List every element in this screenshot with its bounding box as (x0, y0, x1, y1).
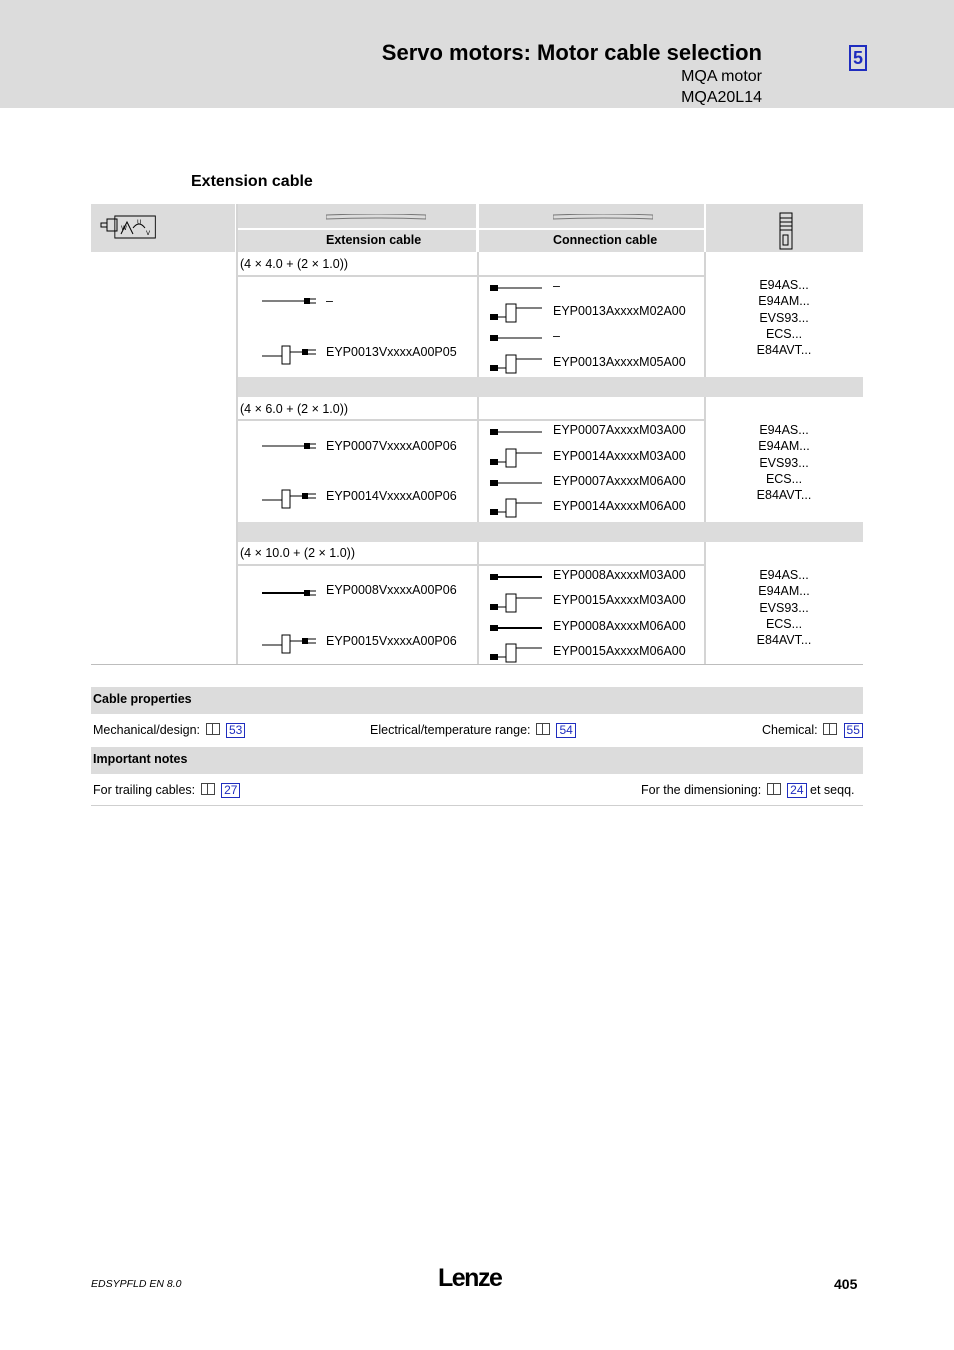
cable-properties-header (91, 687, 863, 714)
conn-code-3a: EYP0008AxxxxM03A00 (553, 568, 686, 582)
conn-code-3c: EYP0008AxxxxM06A00 (553, 619, 686, 633)
straight-connector-icon (488, 333, 544, 343)
controller-list-2 (706, 422, 862, 503)
page-link-54[interactable]: 54 (556, 723, 575, 738)
cable-spec-2: (4 × 6.0 + (2 × 1.0)) (240, 402, 349, 416)
chapter-marker[interactable]: 5 (849, 45, 867, 71)
angled-connector-icon (488, 445, 544, 469)
angled-connector-icon (262, 486, 318, 510)
straight-connector-icon (488, 283, 544, 293)
cable-properties-title: Cable properties (93, 692, 192, 706)
controller-icon (778, 211, 794, 251)
conn-code-1c: – (553, 329, 560, 343)
angled-connector-icon (488, 640, 544, 664)
ext-code-3b: EYP0015VxxxxA00P06 (326, 634, 457, 648)
angled-connector-icon (488, 300, 544, 324)
book-icon (206, 723, 220, 735)
section-title: Extension cable (191, 173, 313, 190)
book-icon (536, 723, 550, 735)
page-link-55[interactable]: 55 (844, 723, 863, 738)
straight-connector-icon (488, 478, 544, 488)
controller-item: E94AM... (758, 584, 810, 599)
page-link-53[interactable]: 53 (226, 723, 245, 738)
conn-code-2c: EYP0007AxxxxM06A00 (553, 474, 686, 488)
cable-spec-3: (4 × 10.0 + (2 × 1.0)) (240, 546, 355, 560)
controller-header-cell (706, 204, 863, 252)
ext-code-3a: EYP0008VxxxxA00P06 (326, 583, 457, 597)
book-icon (767, 783, 781, 795)
svg-text:U: U (137, 219, 142, 226)
page-link-24[interactable]: 24 (787, 783, 806, 798)
cable-icon (553, 214, 653, 220)
motor-header-cell (91, 204, 235, 252)
page-number: 405 (834, 1276, 858, 1292)
book-icon (823, 723, 837, 735)
conn-code-2b: EYP0014AxxxxM03A00 (553, 449, 686, 463)
conn-code-1a: – (553, 279, 560, 293)
controller-item: E94AM... (758, 294, 810, 309)
conn-code-3d: EYP0015AxxxxM06A00 (553, 644, 686, 658)
book-icon (201, 783, 215, 795)
angled-connector-icon (262, 342, 318, 366)
conn-code-2d: EYP0014AxxxxM06A00 (553, 499, 686, 513)
page-title: Servo motors: Motor cable selection (381, 40, 762, 65)
controller-item: E84AVT... (756, 633, 812, 648)
important-notes-header (91, 747, 863, 774)
controller-item: EVS93... (759, 455, 809, 470)
conn-code-1d: EYP0013AxxxxM05A00 (553, 355, 686, 369)
svg-text:W: W (121, 225, 127, 232)
trailing-cables-ref: For trailing cables: 27 (93, 783, 240, 798)
notes-bottom-rule (91, 805, 863, 806)
electrical-range-ref: Electrical/temperature range: 54 (370, 723, 576, 738)
motor-icon (99, 212, 157, 240)
angled-connector-icon (488, 590, 544, 614)
straight-connector-icon (262, 441, 318, 451)
conn-code-1b: EYP0013AxxxxM02A00 (553, 304, 686, 318)
straight-connector-icon (488, 572, 544, 582)
cable-icon (326, 214, 426, 220)
straight-connector-icon (488, 427, 544, 437)
controller-item: E94AS... (759, 423, 809, 437)
angled-connector-icon (488, 495, 544, 519)
page-subtitle-motor: MQA motor (681, 68, 762, 85)
controller-item: E84AVT... (756, 343, 812, 358)
ext-cable-header (238, 230, 476, 252)
group-separator (238, 377, 863, 397)
conn-cable-icon-cell (479, 204, 704, 228)
ext-code-2a: EYP0007VxxxxA00P06 (326, 439, 457, 453)
controller-item: ECS... (765, 616, 803, 631)
straight-connector-icon (262, 588, 318, 598)
cable-spec-1: (4 × 4.0 + (2 × 1.0)) (240, 257, 349, 271)
important-notes-title: Important notes (93, 752, 188, 766)
controller-item: E94AS... (759, 278, 809, 292)
ext-cable-icon-cell (238, 204, 476, 228)
ext-cable-header-label: Extension cable (326, 233, 422, 247)
dimensioning-ref: For the dimensioning: 24 et seqq. (641, 783, 855, 797)
group-separator (238, 522, 863, 542)
chemical-ref: Chemical: 55 (762, 723, 863, 738)
conn-cable-header (479, 230, 704, 252)
page-subtitle-model: MQA20L14 (681, 89, 762, 106)
angled-connector-icon (262, 631, 318, 655)
ext-code-1a: – (326, 294, 333, 308)
lenze-logo: Lenze (438, 1264, 502, 1292)
ext-code-1b: EYP0013VxxxxA00P05 (326, 345, 457, 359)
controller-item: EVS93... (759, 600, 809, 615)
angled-connector-icon (488, 351, 544, 375)
mechanical-design-ref: Mechanical/design: 53 (93, 723, 245, 738)
straight-connector-icon (488, 623, 544, 633)
controller-item: E94AS... (759, 568, 809, 582)
document-id: EDSYPFLD EN 8.0 (91, 1278, 182, 1290)
conn-code-2a: EYP0007AxxxxM03A00 (553, 423, 686, 437)
page-link-27[interactable]: 27 (221, 783, 240, 798)
conn-code-3b: EYP0015AxxxxM03A00 (553, 593, 686, 607)
controller-item: EVS93... (759, 310, 809, 325)
controller-item: ECS... (765, 326, 803, 341)
controller-list-1 (706, 277, 862, 358)
controller-item: E84AVT... (756, 488, 812, 503)
straight-connector-icon (262, 296, 318, 306)
controller-item: ECS... (765, 471, 803, 486)
ext-code-2b: EYP0014VxxxxA00P06 (326, 489, 457, 503)
svg-text:V: V (146, 230, 151, 237)
controller-list-3 (706, 567, 862, 648)
conn-cable-header-label: Connection cable (553, 233, 658, 247)
controller-item: E94AM... (758, 439, 810, 454)
